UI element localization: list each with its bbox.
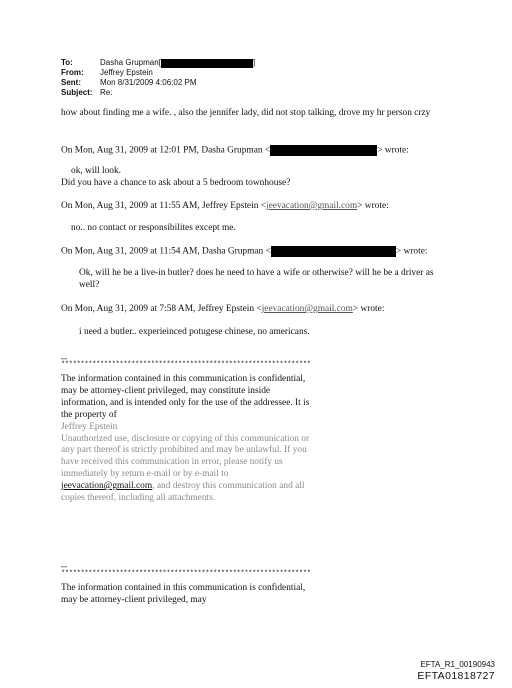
quote2-body: no.. no contact or responsibilites except me.: [71, 223, 236, 233]
quote1-intro: [61, 145, 409, 157]
email-header: [61, 58, 341, 97]
redaction-box: [271, 246, 396, 257]
to-value: [100, 58, 255, 67]
quote3-intro: [61, 246, 427, 258]
signature-dashes: --: [61, 353, 67, 363]
email-link[interactable]: jeevacation@gmail.com: [266, 201, 358, 211]
asterisk-divider: ****************************************************************: [61, 361, 311, 369]
quote1-intro-text: On Mon, Aug 31, 2009 at 12:01 PM, Dasha Grupman <: [61, 145, 271, 156]
quote2-intro-text: On Mon, Aug 31, 2009 at 11:55 AM, Jeffrey Epstein <: [61, 201, 267, 211]
reply-body: how about finding me a wife. , also the jennifer lady, did not stop talking, drove my hr person crzy: [61, 108, 431, 118]
quote3-intro-text: On Mon, Aug 31, 2009 at 11:54 AM, Dasha Grupman <: [61, 246, 271, 257]
email-link[interactable]: jeevacation@gmail.com: [261, 304, 353, 314]
sent-value: Mon 8/31/2009 4:06:02 PM: [100, 77, 197, 87]
redaction-box: [161, 58, 256, 68]
disclaimer-text: [61, 374, 311, 505]
bates-number: EFTA01818727: [417, 670, 495, 682]
quote2-intro-end: > wrote:: [357, 201, 389, 211]
quote4-intro-text: On Mon, Aug 31, 2009 at 7:58 AM, Jeffrey Epstein <: [61, 304, 262, 314]
to-close: ]: [252, 58, 256, 68]
quote1-line2: Did you have a chance to ask about a 5 bedroom townhouse?: [61, 178, 291, 188]
quote3-intro-end: > wrote:: [395, 246, 428, 257]
to-label: To:: [61, 58, 73, 68]
to-row: [61, 58, 341, 68]
from-label: From:: [61, 68, 84, 78]
quote1-intro-end: > wrote:: [377, 145, 409, 156]
quote4-intro: [61, 304, 384, 316]
subject-row: [61, 87, 341, 97]
quote3-body: Ok, will he be a live-in butler? does he need to have a wife or otherwise? will he be a driver as well?: [79, 268, 434, 290]
disclaimer-gray-text: Unauthorized use, disclosure or copying of this communication or any part thereof is strictly prohibited and may be unlawful. If you have received this communication in error, please notify us immediately by return e-mail or by e-mail to: [61, 433, 310, 480]
subject-label: Subject:: [61, 87, 93, 97]
disclaimer-text: The information contained in this communication is confidential, may be attorney-client privileged, may: [61, 583, 306, 605]
subject-value: Re:: [100, 87, 113, 97]
quote2-intro: [61, 201, 389, 213]
quote1-line1: ok, will look.: [71, 166, 122, 176]
redaction-box: [270, 145, 377, 156]
signature-dashes: --: [61, 561, 67, 571]
to-name: Dasha Grupman[: [100, 58, 161, 68]
from-value: Jeffrey Epstein: [100, 68, 153, 78]
from-row: [61, 68, 341, 78]
quote4-body: i need a butler.. experieinced potugese chinese, no americans.: [79, 327, 310, 337]
bates-number: EFTA_R1_00190943: [420, 660, 495, 669]
disclaimer-black-text: The information contained in this communication is confidential, may be attorney-client privileged, may constitute inside information, and is intended only for the use of the addressee. It is the property of: [61, 374, 310, 420]
sent-label: Sent:: [61, 77, 81, 87]
email-link[interactable]: jeevacation@gmail.com: [61, 481, 153, 492]
disclaimer-owner: Jeffrey Epstein: [61, 421, 118, 432]
quote4-intro-end: > wrote:: [352, 304, 385, 314]
asterisk-divider: ****************************************************************: [61, 570, 311, 578]
sent-row: [61, 78, 341, 88]
disclaimer-gray-text-end: , and destroy this communication and all copies thereof, including all attachments.: [61, 481, 305, 504]
